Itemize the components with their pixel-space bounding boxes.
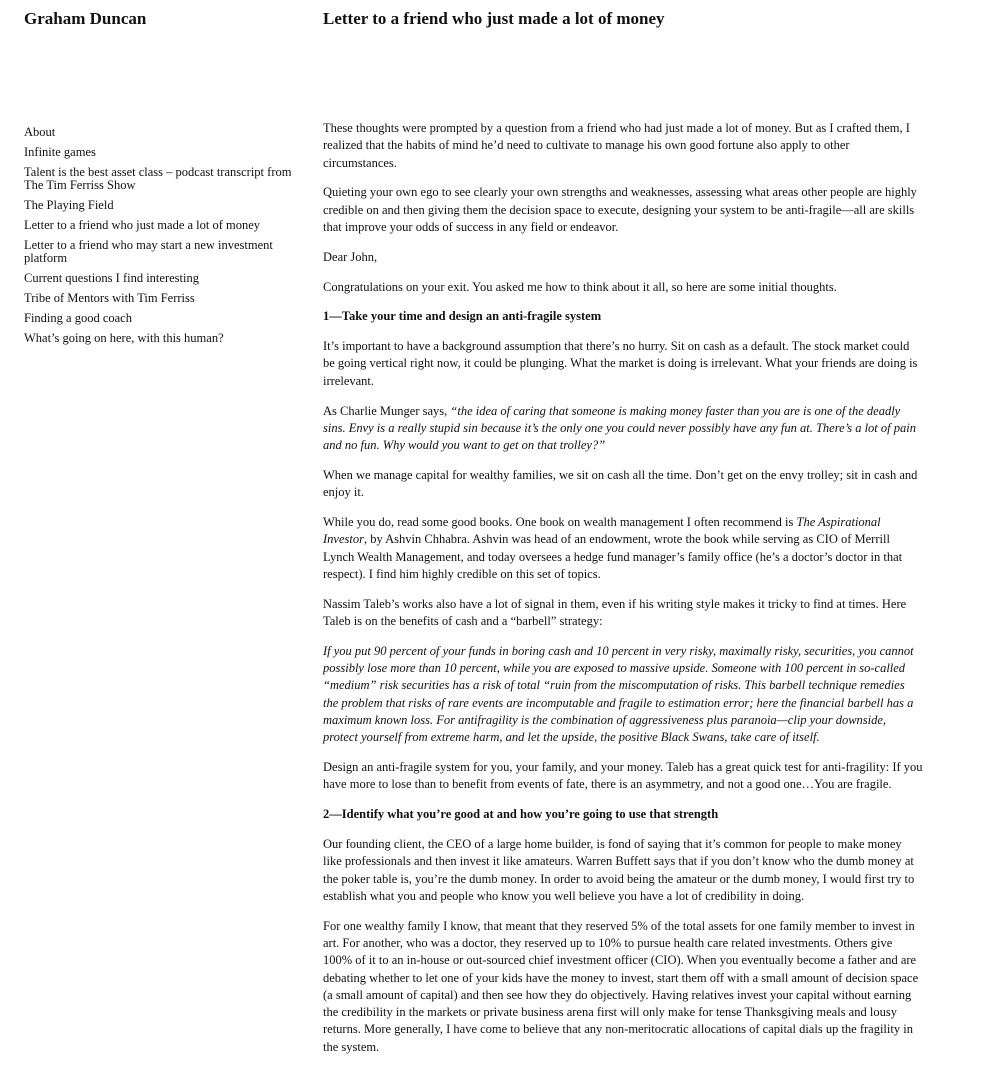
section-heading bbox=[323, 806, 923, 823]
sidebar-nav bbox=[24, 126, 304, 352]
site-title[interactable]: Graham Duncan bbox=[24, 9, 147, 28]
paragraph-with-quote bbox=[323, 403, 923, 455]
paragraph: Design an anti-fragile system for you, your family, and your money. Taleb has a great quick test for anti-fragility: If you have more to lose than to benefit from events of fate, there is an asymmetry, and not a good one…You are fragile. bbox=[323, 760, 923, 792]
section-heading-text: 2—Identify what you’re good at and how you’re going to use that strength bbox=[323, 807, 719, 822]
section-heading bbox=[323, 308, 923, 325]
paragraph-with-book bbox=[323, 514, 923, 583]
paragraph: When we manage capital for wealthy families, we sit on cash all the time. Don’t get on the envy trolley; sit in cash and enjoy it. bbox=[323, 467, 918, 500]
text-segment: While you do, read some good books. One book on wealth management I often recommend is bbox=[323, 515, 797, 530]
paragraph: Nassim Taleb’s works also have a lot of signal in them, even if his writing style makes it tricky to find at times. Here Taleb is on the benefits of cash and a “barbell” strategy: bbox=[323, 596, 907, 629]
paragraph: Quieting your own ego to see clearly your own strengths and weaknesses, assessing what areas other people are highly credible on and then giving them the decision space to execute, designing your system to be anti-fragile—all are skills that improve your odds of success in any field or endeavor. bbox=[323, 185, 917, 234]
sidebar-item-whats-going-on[interactable]: What’s going on here, with this human? bbox=[24, 331, 224, 345]
sidebar-item-letter-money[interactable]: Letter to a friend who just made a lot of money bbox=[24, 218, 261, 232]
paragraph: Our founding client, the CEO of a large home builder, is fond of saying that it’s common for people to make money like professionals and then invest it like amateurs. Warren Buffett says that if you don’t know who the dumb money at the poker table is, you’re the dumb money. In order to avoid being the amateur or the dumb money, I would first try to establish what you and people who know you well believe you have a lot of credibility in doing. bbox=[323, 837, 915, 903]
sidebar-item-current-questions[interactable]: Current questions I find interesting bbox=[24, 271, 199, 285]
taleb-quote: If you put 90 percent of your funds in boring cash and 10 percent in very risky, maximally risky, securities, you cannot possibly lose more than 10 percent, while you are exposed to massive upside. Someone with 100 percent in so-called “medium” risk securities has a risk of total “ruin from the miscomputation of risks. This barbell technique remedies the problem that risks of rare events are incomputable and fragile to estimation error; here the financial barbell has a maximum known loss. For antifragility is the combination of aggressiveness plus paranoia—clip your downside, protect yourself from extreme harm, and let the upside, the positive Black Swans, take care of itself. bbox=[323, 643, 914, 745]
quote-intro: As Charlie Munger says, bbox=[323, 403, 451, 418]
section-heading-text: 1—Take your time and design an anti-fragile system bbox=[323, 309, 602, 324]
salutation: Dear John, bbox=[323, 249, 378, 264]
munger-quote: “the idea of caring that someone is making money faster than you are is one of the deadly sins. Envy is a really stupid sin because it’s the only one you could never possibly have any fun at. There’s a lot of pain and no fun. Why would you want to get on that trolley?” bbox=[323, 403, 916, 453]
sidebar-item-infinite-games[interactable]: Infinite games bbox=[24, 145, 96, 159]
paragraph: These thoughts were prompted by a question from a friend who had just made a lot of money. But as I crafted them, I realized that the habits of mind he’d need to cultivate to manage his own good fortune also apply to other circumstances. bbox=[323, 121, 910, 170]
sidebar-item-tribe-of-mentors[interactable]: Tribe of Mentors with Tim Ferriss bbox=[24, 291, 195, 305]
sidebar-item-playing-field[interactable]: The Playing Field bbox=[24, 198, 114, 212]
sidebar-item-about[interactable]: About bbox=[24, 125, 56, 139]
text-segment: , by Ashvin Chhabra. Ashvin was head of an endowment, wrote the book while serving as CIO of Merrill Lynch Wealth Management, and today oversees a hedge fund manager’s family office (he’s a doctor’s doctor in that respect). I find him highly credible on this set of topics. bbox=[323, 532, 903, 581]
paragraph: It’s important to have a background assumption that there’s no hurry. Sit on cash as a default. The stock market could be going vertical right now, it could be plunging. What the market is doing is irrelevant. What your friends are doing is irrelevant. bbox=[323, 339, 918, 388]
sidebar-item-finding-coach[interactable]: Finding a good coach bbox=[24, 311, 132, 325]
book-title: The Aspirational Investor bbox=[323, 515, 881, 547]
paragraph: Congratulations on your exit. You asked me how to think about it all, so here are some initial thoughts. bbox=[323, 279, 837, 294]
sidebar-item-letter-investment-platform[interactable]: Letter to a friend who may start a new investment platform bbox=[24, 238, 273, 265]
sidebar-item-talent-podcast[interactable]: Talent is the best asset class – podcast transcript from The Tim Ferriss Show bbox=[24, 165, 292, 192]
article-title: Letter to a friend who just made a lot of money bbox=[323, 9, 665, 28]
taleb-quote-block bbox=[323, 643, 923, 747]
article-body bbox=[323, 120, 923, 1069]
paragraph: For one wealthy family I know, that meant that they reserved 5% of the total assets for one family member to invest in art. For another, who was a doctor, they reserved up to 10% to pursue health care related investments. Others give 100% of it to an in-house or out-sourced chief investment officer (CIO). When you eventually become a father and are debating whether to let one of your kids have the money to invest, start them off with a small amount of decision space (a small amount of capital) and then see how they do objectively. Having relatives invest your capital without earning the credibility in the markets or private business arena first will only make for tense Thanksgiving meals and lousy returns. More generally, I have come to believe that any non-meritocratic allocations of capital dials up the fragility in the system. bbox=[323, 918, 919, 1054]
